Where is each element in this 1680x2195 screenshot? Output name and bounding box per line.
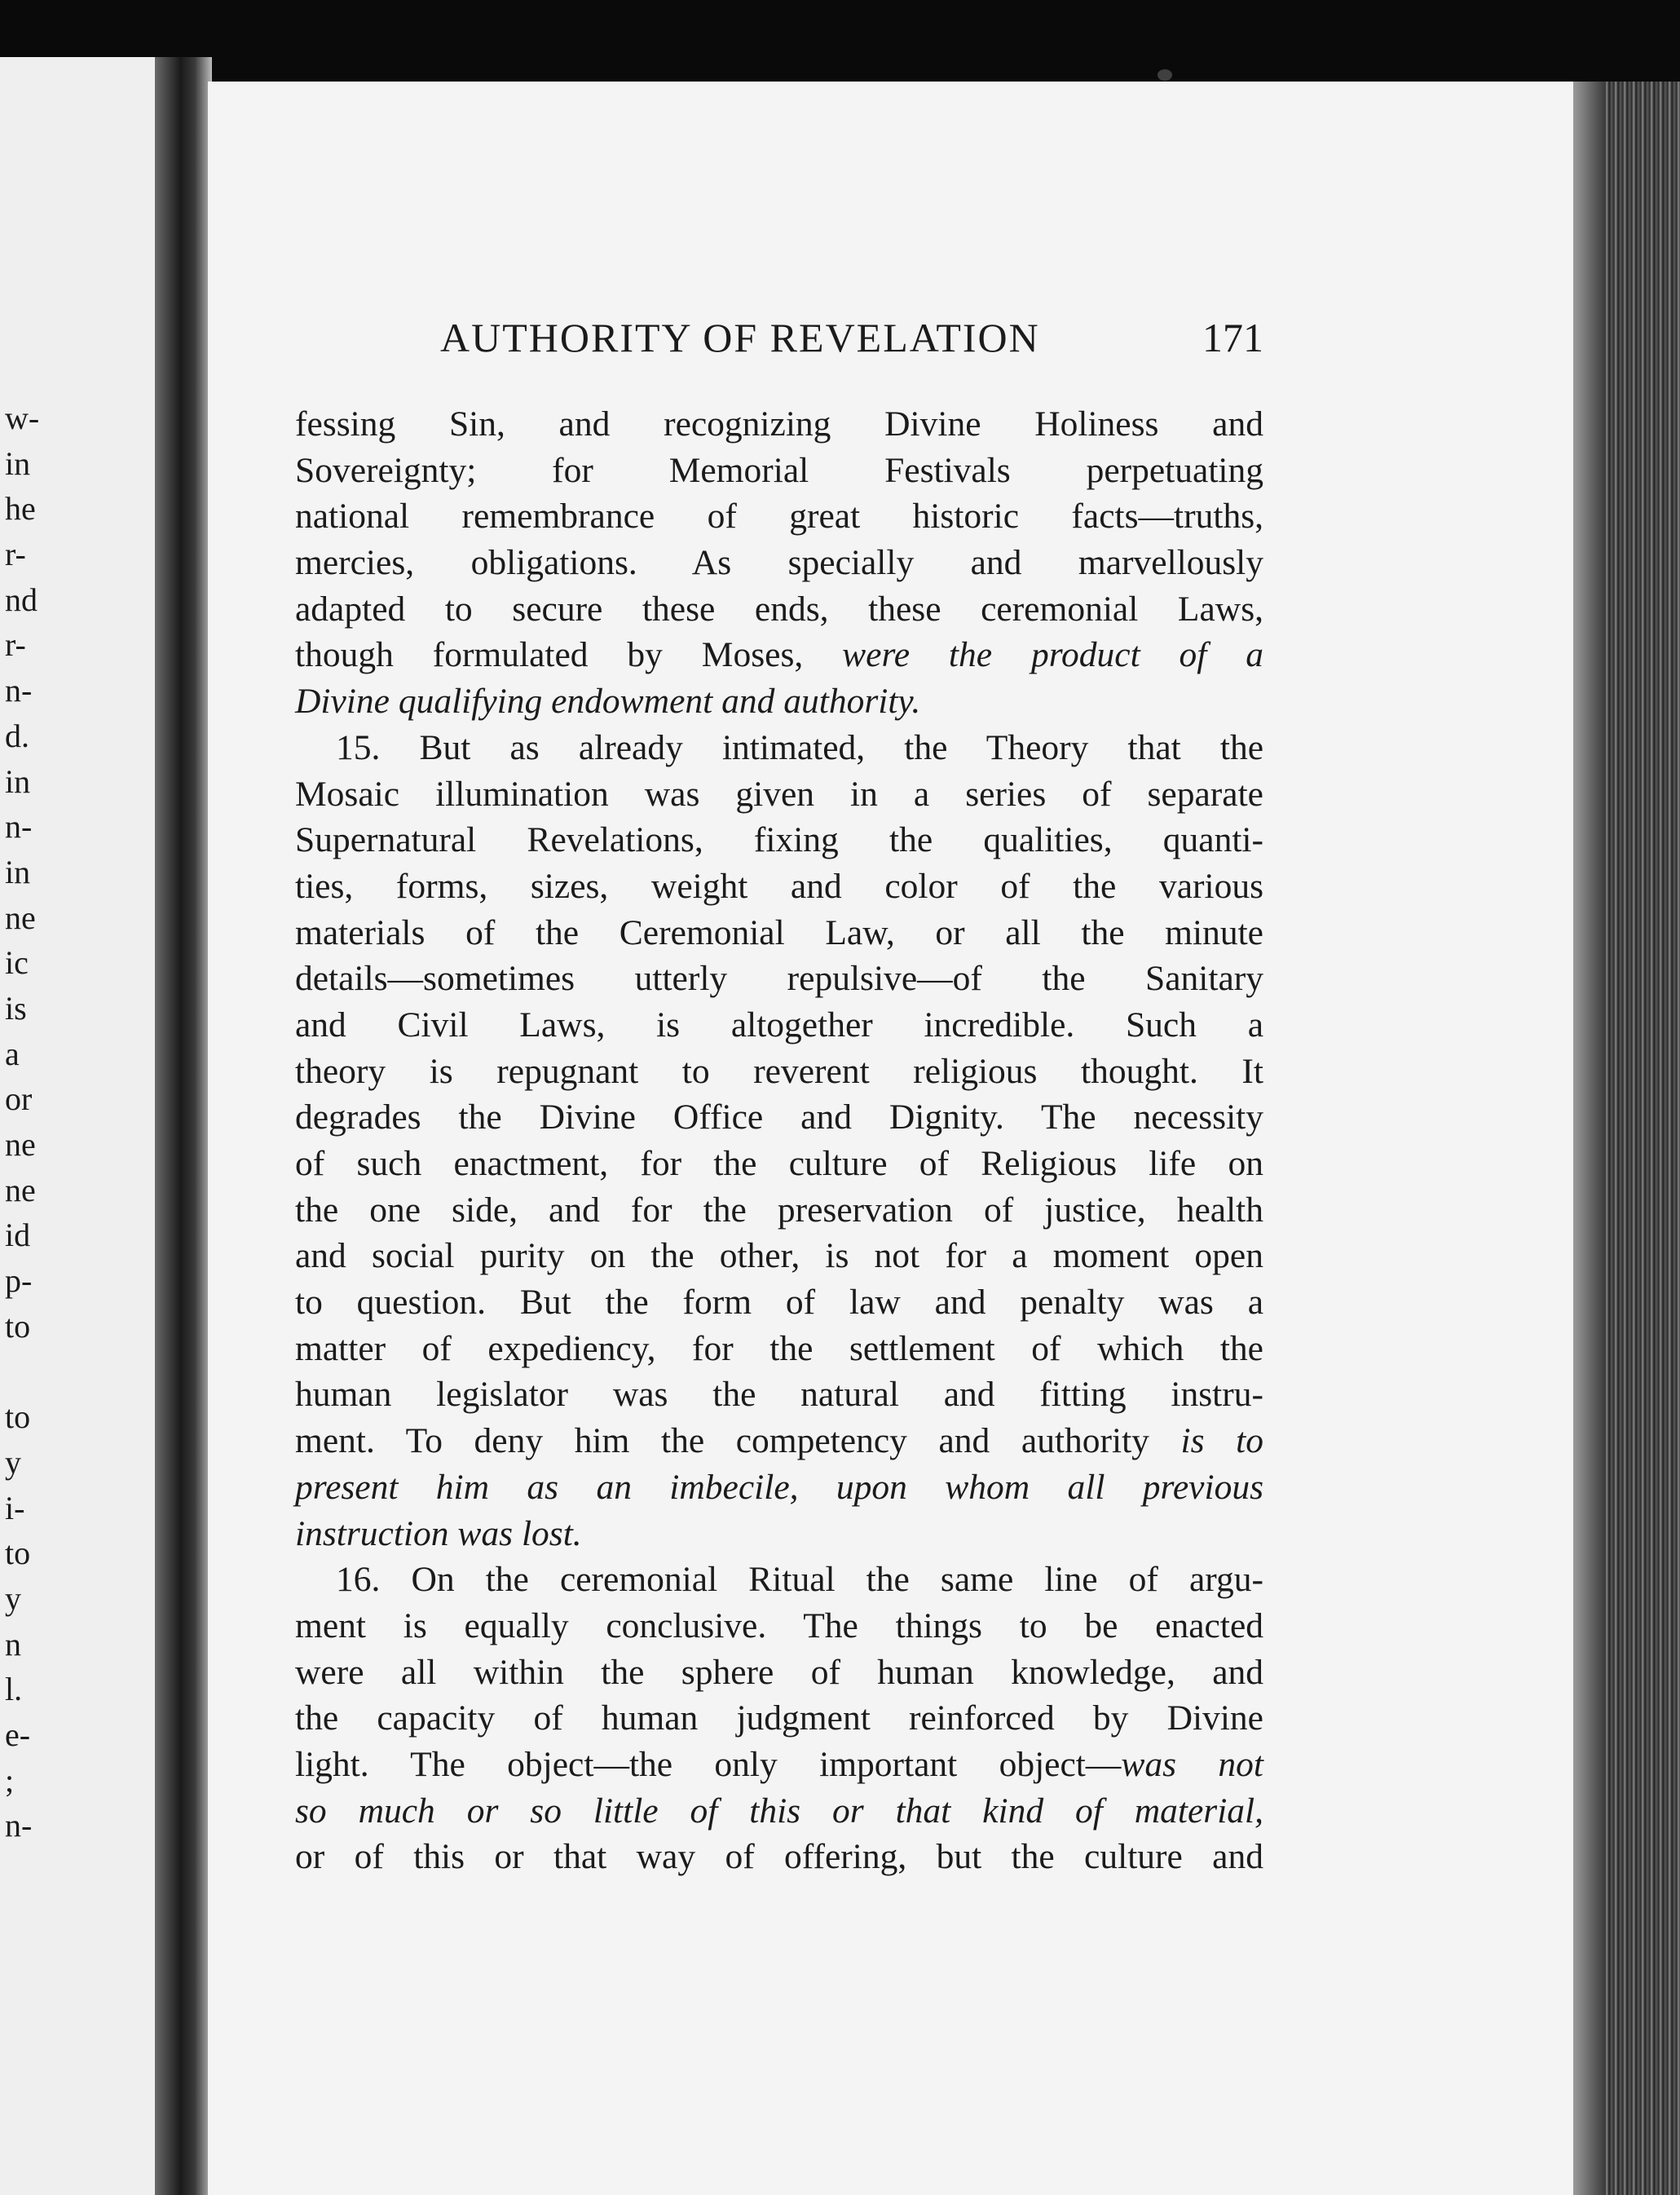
left-page-fragment: to	[5, 1535, 31, 1572]
left-page-fragment: to	[5, 1398, 31, 1436]
scan-speck	[1157, 69, 1172, 81]
left-page-fragment: d.	[5, 717, 29, 754]
text-line	[295, 1326, 1263, 1372]
text-segment: ties, forms, sizes, weight and color of the various	[295, 866, 1263, 906]
left-page-fragment: y	[5, 1443, 21, 1481]
text-segment: ment. To deny him the competency and authority	[295, 1421, 1181, 1461]
text-segment: were all within the sphere of human knowledge, and	[295, 1652, 1263, 1692]
text-line	[295, 1233, 1263, 1279]
text-line	[295, 1834, 1263, 1880]
text-line	[295, 493, 1263, 540]
left-page-fragment: in	[5, 853, 31, 890]
text-line	[295, 1049, 1263, 1095]
text-line	[295, 1695, 1263, 1742]
left-page	[0, 57, 163, 2195]
left-page-fragment: n	[5, 1625, 21, 1663]
text-line	[295, 771, 1263, 818]
left-page-fragment: y	[5, 1579, 21, 1617]
text-segment: degrades the Divine Office and Dignity. The necessity	[295, 1098, 1263, 1137]
left-page-fragment: to	[5, 1307, 31, 1345]
left-page-fragments	[5, 395, 135, 1848]
text-segment: human legislator was the natural and fitting instru-	[295, 1375, 1263, 1415]
text-segment: or of this or that way of offering, but the culture and	[295, 1837, 1263, 1877]
left-page-fragment: n-	[5, 808, 33, 846]
page-fore-edge	[1573, 82, 1680, 2195]
left-page-fragment: ic	[5, 944, 29, 982]
text-segment: light. The object—the only important object—	[295, 1744, 1122, 1784]
gutter-shadow	[155, 57, 212, 2195]
left-page-fragment: he	[5, 490, 36, 528]
italic-text: instruction was lost.	[295, 1513, 582, 1553]
italic-text: was not	[1121, 1744, 1263, 1784]
text-segment: though formulated by Moses,	[295, 635, 843, 675]
left-page-fragment: e-	[5, 1716, 31, 1753]
text-segment: materials of the Ceremonial Law, or all the minute	[295, 912, 1263, 952]
left-page-fragment: in	[5, 762, 31, 800]
left-page-fragment: ;	[5, 1761, 15, 1799]
text-line	[295, 632, 1263, 678]
italic-text: present him as an imbecile, upon whom all previous	[295, 1467, 1263, 1507]
text-line	[295, 401, 1263, 448]
text-line	[295, 1094, 1263, 1141]
text-line	[295, 678, 1263, 725]
italic-text: so much or so little of this or that kind of material,	[295, 1791, 1263, 1831]
left-page-fragment: n-	[5, 672, 33, 709]
left-page-fragment: nd	[5, 581, 37, 618]
text-line	[295, 1002, 1263, 1049]
text-segment: fessing Sin, and recognizing Divine Holiness and	[295, 404, 1263, 444]
left-page-fragment: id	[5, 1217, 31, 1254]
text-segment: and social purity on the other, is not for a moment open	[295, 1236, 1263, 1276]
left-page-fragment: p-	[5, 1262, 33, 1300]
left-page-fragment: l.	[5, 1671, 23, 1708]
text-segment: to question. But the form of law and penalty was a	[295, 1283, 1263, 1323]
left-page-fragment	[5, 1349, 135, 1394]
text-segment: the capacity of human judgment reinforced by Divine	[295, 1698, 1263, 1738]
text-segment: the one side, and for the preservation of justice, health	[295, 1190, 1263, 1230]
text-line	[295, 1141, 1263, 1187]
running-head	[440, 314, 1263, 371]
text-segment: 15. But as already intimated, the Theory that the	[336, 727, 1263, 767]
italic-text: Divine qualifying endowment and authority.	[295, 682, 921, 722]
text-segment: Sovereignty; for Memorial Festivals perpetuating	[295, 450, 1263, 490]
text-segment: 16. On the ceremonial Ritual the same line of argu-	[336, 1560, 1263, 1600]
page-number: 171	[1202, 315, 1263, 360]
text-segment: ment is equally conclusive. The things to be enacted	[295, 1605, 1263, 1645]
text-segment: details—sometimes utterly repulsive—of the Sanitary	[295, 959, 1263, 999]
text-line	[295, 1371, 1263, 1418]
body-text	[295, 401, 1263, 1880]
text-line	[295, 1650, 1263, 1696]
text-line	[295, 1418, 1263, 1464]
text-line	[295, 1187, 1263, 1234]
text-segment: of such enactment, for the culture of Religious life on	[295, 1144, 1263, 1183]
left-page-fragment: n-	[5, 1807, 33, 1844]
left-page-fragment: ne	[5, 1126, 36, 1163]
left-page-fragment: r-	[5, 536, 26, 573]
left-page-fragment: i-	[5, 1489, 25, 1526]
text-line	[295, 863, 1263, 910]
italic-text: is to	[1180, 1421, 1263, 1461]
text-line	[295, 586, 1263, 633]
text-line	[295, 1603, 1263, 1650]
text-segment: and Civil Laws, is altogether incredible. Such a	[295, 1005, 1263, 1045]
text-line	[295, 1279, 1263, 1326]
text-segment: matter of expediency, for the settlement of which the	[295, 1328, 1263, 1368]
text-line	[295, 956, 1263, 1002]
text-line	[295, 1742, 1263, 1788]
text-segment: theory is repugnant to reverent religious thought. It	[295, 1051, 1263, 1091]
text-line	[295, 725, 1263, 771]
text-segment: national remembrance of great historic facts—truths,	[295, 497, 1263, 537]
text-line	[295, 1788, 1263, 1835]
text-segment: mercies, obligations. As specially and marvellously	[295, 543, 1263, 583]
left-page-fragment: a	[5, 1035, 20, 1072]
running-title: AUTHORITY OF REVELATION	[440, 315, 1040, 360]
italic-text: were the product of a	[842, 635, 1263, 675]
text-segment: Mosaic illumination was given in a series of separate	[295, 774, 1263, 814]
text-line	[295, 1464, 1263, 1511]
left-page-fragment: ne	[5, 1171, 36, 1208]
left-page-fragment: ne	[5, 899, 36, 936]
text-line	[295, 448, 1263, 494]
left-page-fragment: w-	[5, 400, 40, 436]
left-page-fragment: r-	[5, 626, 26, 664]
text-line	[295, 1511, 1263, 1557]
text-line	[295, 1557, 1263, 1603]
left-page-fragment: or	[5, 1080, 33, 1118]
text-line	[295, 817, 1263, 863]
text-line	[295, 910, 1263, 956]
text-segment: Supernatural Revelations, fixing the qualities, quanti-	[295, 820, 1263, 860]
text-segment: adapted to secure these ends, these ceremonial Laws,	[295, 589, 1263, 629]
text-line	[295, 540, 1263, 586]
left-page-fragment: in	[5, 444, 31, 482]
left-page-fragment: is	[5, 989, 27, 1027]
